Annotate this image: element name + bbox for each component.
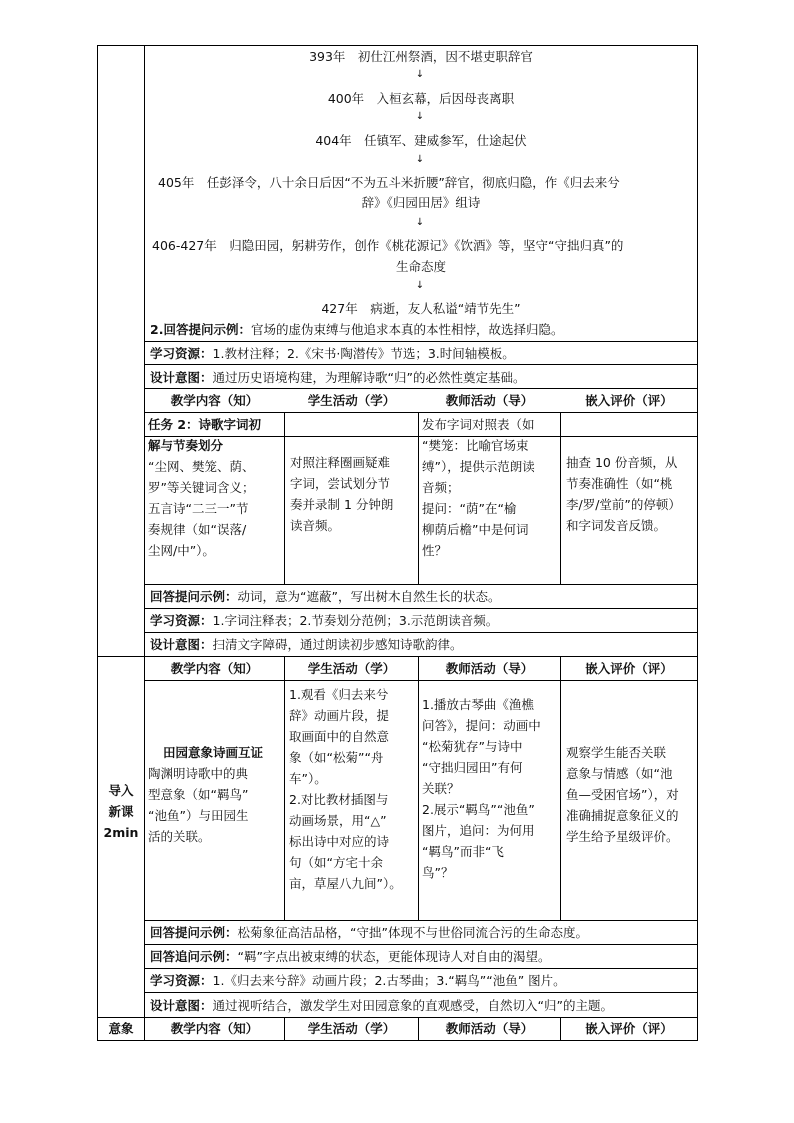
teacher-line: 音频； xyxy=(422,480,460,495)
answer-text: 松菊象征高洁品格，“守拙”体现不与世俗同流合污的生命态度。 xyxy=(237,925,588,940)
content-line: 尘网/中”）。 xyxy=(148,543,215,558)
student-line: 动画场景，用“△” xyxy=(289,813,387,828)
eval-line: 节奏准确性（如“桃 xyxy=(566,476,673,491)
task2-title: 任务 2：诗歌字词初 xyxy=(148,417,262,432)
down-arrow-icon: ↓ xyxy=(415,280,425,291)
content-line: 奏规律（如“误落/ xyxy=(148,522,247,537)
eval-line: 和字词发音反馈。 xyxy=(566,518,667,533)
down-arrow-icon: ↓ xyxy=(415,154,425,165)
timeline-event: 393年 初仕江州祭酒，因不堪吏职辞官 xyxy=(309,49,533,64)
student-line: 对照注释圈画疑难 xyxy=(290,455,391,470)
teacher-line: “守拙归园田”有何 xyxy=(422,760,523,775)
teacher-line: 性？ xyxy=(422,543,448,558)
down-arrow-icon: ↓ xyxy=(415,69,425,80)
intro-student-cell xyxy=(289,684,416,894)
teacher-line: 1.播放古琴曲《渔樵 xyxy=(422,697,534,712)
header-teacher: 教师活动（导） xyxy=(445,661,534,676)
student-line: 车”）。 xyxy=(289,771,327,786)
content-line: 罗”等关键词含义； xyxy=(148,480,255,495)
followup-text: “羁”字点出被束缚的状态，更能体现诗人对自由的渴望。 xyxy=(237,949,551,964)
design-label: 设计意图： xyxy=(150,998,213,1013)
answer-text: 官场的虚伪束缚与他追求本真的本性相悖，故选择归隐。 xyxy=(250,322,564,337)
answer-label: 回答提问示例： xyxy=(150,589,238,604)
header-student: 学生活动（学） xyxy=(307,1021,396,1036)
timeline-event: 405年 任彭泽令，八十余日后因“不为五斗米折腰”辞官，彻底归隐，作《归去来兮 xyxy=(158,175,620,190)
teacher-line: 关联？ xyxy=(422,781,460,796)
resource-label: 学习资源： xyxy=(150,346,213,361)
header-eval: 嵌入评价（评） xyxy=(585,393,673,408)
side-line: 新课 xyxy=(108,804,134,819)
eval-line: 准确捕捉意象征义的 xyxy=(566,808,679,823)
intro-side-label xyxy=(98,780,144,843)
content-line: 陶渊明诗歌中的典 xyxy=(148,766,249,781)
student-line: 句（如“方宅十余 xyxy=(289,855,383,870)
teacher-line: 图片，追问：为何用 xyxy=(422,823,535,838)
task2-title-cont: 解与节奏划分 xyxy=(148,438,224,453)
student-line: 取画面中的自然意 xyxy=(289,729,390,744)
resource-row xyxy=(150,610,498,631)
design-intent-row xyxy=(150,995,613,1016)
design-intent-row xyxy=(150,367,525,388)
header-content: 教学内容（知） xyxy=(170,1021,259,1036)
timeline-event: 427年 病逝，友人私谥“靖节先生” xyxy=(321,301,521,316)
timeline-event: 400年 入桓玄幕，后因母丧离职 xyxy=(327,91,515,106)
content-line: 五言诗“二三一”节 xyxy=(148,501,249,516)
answer-label: 回答提问示例： xyxy=(150,925,238,940)
teacher-line: “松菊犹存”与诗中 xyxy=(422,739,523,754)
student-line: 辞》动画片段，提 xyxy=(289,708,390,723)
design-intent-row xyxy=(150,634,463,655)
design-text: 通过历史语境构建，为理解诗歌“归”的必然性奠定基础。 xyxy=(212,370,526,385)
header-eval: 嵌入评价（评） xyxy=(585,661,673,676)
side-line: 导入 xyxy=(108,783,134,798)
design-label: 设计意图： xyxy=(150,370,213,385)
content-line: 活的关联。 xyxy=(148,829,211,844)
answer-example-row xyxy=(150,319,563,340)
teacher-line: 柳荫后檐”中是何词 xyxy=(422,522,529,537)
task2-content-cell xyxy=(148,414,282,561)
design-text: 扫清文字障碍，通过朗读初步感知诗歌韵律。 xyxy=(212,637,463,652)
resource-text: 1.《归去来兮辞》动画片段；2.古琴曲；3.“羁鸟”“池鱼” 图片。 xyxy=(212,973,566,988)
side-line: 2min xyxy=(103,825,139,840)
student-line: 亩，草屋八九间”）。 xyxy=(289,876,402,891)
followup-label: 回答追问示例： xyxy=(150,949,238,964)
student-line: 象（如“松菊”“舟 xyxy=(289,750,384,765)
resource-label: 学习资源： xyxy=(150,973,213,988)
resource-row xyxy=(150,970,566,991)
last-side-label: 意象 xyxy=(108,1021,134,1036)
followup-answer-row xyxy=(150,946,550,967)
teacher-line: 提问：“荫”在“榆 xyxy=(422,501,517,516)
answer-text: 动词，意为“遮蔽”，写出树木自然生长的状态。 xyxy=(237,589,501,604)
task2-teacher-cell xyxy=(422,414,558,561)
eval-line: 抽查 10 份音频，从 xyxy=(566,455,678,470)
answer-label: 2.回答提问示例： xyxy=(150,322,251,337)
student-line: 2.对比教材插图与 xyxy=(289,792,389,807)
content-line: “池鱼”）与田园生 xyxy=(148,808,249,823)
student-line: 1.观看《归去来兮 xyxy=(289,687,389,702)
student-line: 字词，尝试划分节 xyxy=(290,476,391,491)
answer-example-row xyxy=(150,586,500,607)
eval-line: 李/罗/堂前”的停顿） xyxy=(566,497,681,512)
timeline-event: 404年 任镇军、建威参军，仕途起伏 xyxy=(315,133,527,148)
eval-line: 意象与情感（如“池 xyxy=(566,766,673,781)
teacher-line: 问答》，提问：动画中 xyxy=(422,718,541,733)
timeline-event: 406-427年 归隐田园，躬耕劳作，创作《桃花源记》《饮酒》等，坚守“守拙归真”的 xyxy=(152,238,624,253)
design-text: 通过视听结合，激发学生对田园意象的直观感受，自然切入“归”的主题。 xyxy=(212,998,613,1013)
teacher-line: “羁鸟”而非“飞 xyxy=(422,844,504,859)
teacher-line: 发布字词对照表（如 xyxy=(422,417,535,432)
eval-line: 学生给予星级评价。 xyxy=(566,829,679,844)
resource-text: 1.字词注释表；2.节奏划分范例；3.示范朗读音频。 xyxy=(212,613,499,628)
content-line: “尘网、樊笼、荫、 xyxy=(148,459,255,474)
teacher-line: 2.展示“羁鸟”“池鱼” xyxy=(422,802,535,817)
student-line: 标出诗中对应的诗 xyxy=(289,834,390,849)
header-content: 教学内容（知） xyxy=(170,393,259,408)
student-line: 奏并录制 1 分钟朗 xyxy=(290,497,394,512)
header-student: 学生活动（学） xyxy=(307,393,396,408)
timeline-event-cont: 生命态度 xyxy=(395,259,446,274)
intro-teacher-cell xyxy=(422,694,558,883)
down-arrow-icon: ↓ xyxy=(415,217,425,228)
header-student: 学生活动（学） xyxy=(307,661,396,676)
eval-line: 观察学生能否关联 xyxy=(566,745,667,760)
answer-example-row xyxy=(150,922,588,943)
intro-eval-cell xyxy=(566,742,696,847)
timeline-event-cont: 辞》《归园田居》组诗 xyxy=(361,195,481,210)
task2-student-cell xyxy=(290,452,416,536)
resource-label: 学习资源： xyxy=(150,613,213,628)
intro-content-cell xyxy=(148,742,282,847)
header-content: 教学内容（知） xyxy=(170,661,259,676)
down-arrow-icon: ↓ xyxy=(415,111,425,122)
content-line: 型意象（如“羁鸟” xyxy=(148,787,249,802)
resource-row xyxy=(150,343,515,364)
student-line: 读音频。 xyxy=(290,518,341,533)
resource-text: 1.教材注释；2.《宋书·陶潜传》节选；3.时间轴模板。 xyxy=(212,346,515,361)
task2-eval-cell xyxy=(566,452,696,536)
teacher-line: “樊笼：比喻官场束 xyxy=(422,438,529,453)
teacher-line: 缚”），提供示范朗读 xyxy=(422,459,535,474)
header-teacher: 教师活动（导） xyxy=(445,393,534,408)
teacher-line: 鸟”？ xyxy=(422,865,454,880)
design-label: 设计意图： xyxy=(150,637,213,652)
intro-content-title: 田园意象诗画互证 xyxy=(162,745,263,760)
header-teacher: 教师活动（导） xyxy=(445,1021,534,1036)
header-eval: 嵌入评价（评） xyxy=(585,1021,673,1036)
eval-line: 鱼—受困官场”），对 xyxy=(566,787,679,802)
